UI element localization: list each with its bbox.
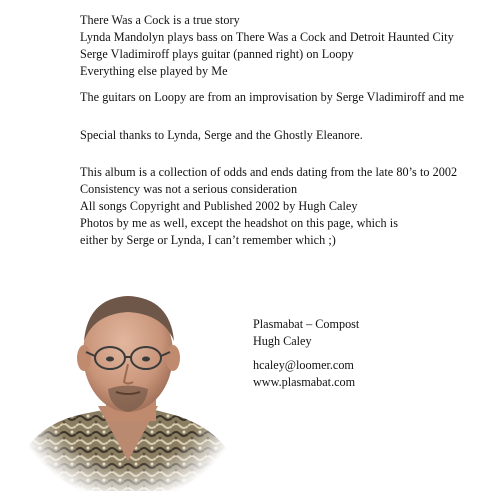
- note-line-9: All songs Copyright and Published 2002 by Hugh Caley: [80, 199, 358, 213]
- note-line-11: either by Serge or Lynda, I can’t remember which ;): [80, 233, 336, 247]
- note-line-4: Everything else played by Me: [80, 64, 228, 78]
- headshot-icon: [28, 286, 228, 491]
- note-line-3: Serge Vladimiroff plays guitar (panned right) on Loopy: [80, 47, 354, 61]
- artist-name: Hugh Caley: [253, 334, 312, 348]
- album-title: Plasmabat – Compost: [253, 317, 360, 331]
- note-line-10: Photos by me as well, except the headshot on this page, which is: [80, 216, 398, 230]
- website-url: www.plasmabat.com: [253, 375, 356, 389]
- note-line-5: The guitars on Loopy are from an improvisation by Serge Vladimiroff and me: [80, 90, 465, 104]
- email-address: hcaley@loomer.com: [253, 358, 354, 372]
- note-line-6: Special thanks to Lynda, Serge and the Ghostly Eleanore.: [80, 128, 363, 142]
- note-line-8: Consistency was not a serious consideration: [80, 182, 298, 196]
- note-line-1: There Was a Cock is a true story: [80, 13, 240, 27]
- note-line-7: This album is a collection of odds and ends dating from the late 80’s to 2002: [80, 165, 458, 179]
- headshot-photo: [28, 286, 228, 491]
- note-line-2: Lynda Mandolyn plays bass on There Was a Cock and Detroit Haunted City: [80, 30, 454, 44]
